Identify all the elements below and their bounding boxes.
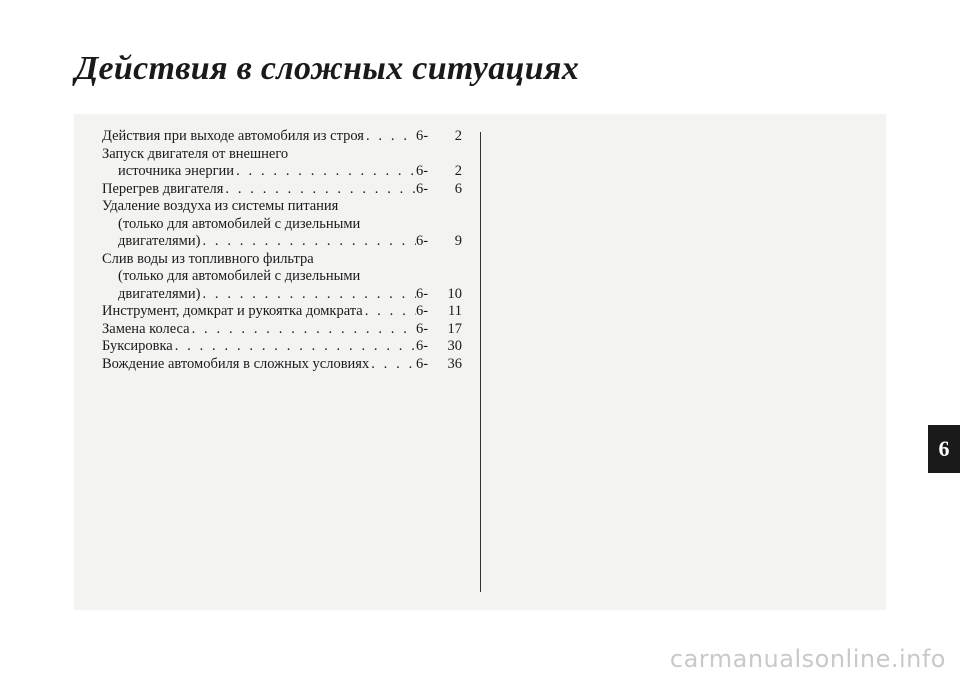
- toc-page-number: 2: [454, 163, 462, 179]
- toc-entry[interactable]: [102, 303, 462, 321]
- toc-entry-line: [102, 198, 462, 216]
- toc-entry-line: [102, 163, 462, 181]
- toc-entry-line: [102, 251, 462, 269]
- toc-entry[interactable]: [102, 321, 462, 339]
- toc-entry[interactable]: [102, 251, 462, 304]
- toc-chapter-prefix: 6-: [416, 128, 429, 144]
- toc-entry-text: Вождение автомобиля в сложных условиях: [102, 355, 370, 372]
- toc-leader-dots: [363, 303, 416, 321]
- toc-leader-dots: [173, 338, 416, 356]
- toc-entry[interactable]: [102, 198, 462, 251]
- toc-entry-line: [102, 181, 462, 199]
- toc-entry-text: Действия при выходе автомобиля из строя: [102, 128, 364, 144]
- toc-page-number: 2: [454, 128, 462, 144]
- toc-entry-line: [102, 321, 462, 339]
- toc-entry[interactable]: [102, 146, 462, 181]
- toc-entry-line: [102, 216, 462, 234]
- toc-entry-line: [102, 146, 462, 164]
- toc-entry-line: [102, 303, 462, 321]
- toc-page-number: 6: [454, 180, 462, 197]
- toc-entry[interactable]: [102, 128, 462, 146]
- toc-page-number: 30: [447, 338, 462, 354]
- toc-page-number: 17: [447, 320, 462, 337]
- toc-entry-text: двигателями): [118, 285, 201, 302]
- table-of-contents: [102, 128, 462, 373]
- toc-leader-dots: [200, 286, 416, 304]
- watermark: carmanualsonline.info: [669, 645, 946, 673]
- toc-page-number: 36: [447, 355, 462, 372]
- toc-entry-line: [102, 268, 462, 286]
- toc-page-number: 9: [454, 233, 462, 249]
- toc-entry-text: двигателями): [118, 233, 201, 249]
- toc-leader-dots: [190, 321, 416, 339]
- toc-entry-text: Удаление воздуха из системы питания: [102, 198, 339, 214]
- toc-leader-dots: [200, 233, 416, 251]
- page-title: Действия в сложных ситуациях: [75, 50, 580, 87]
- toc-entry[interactable]: [102, 181, 462, 199]
- toc-entry-text: Буксировка: [102, 338, 173, 354]
- toc-entry-text: Перегрев двигателя: [102, 180, 224, 197]
- toc-entry-text: (только для автомобилей с дизельными: [118, 268, 361, 284]
- toc-entry-line: [102, 338, 462, 356]
- toc-entry[interactable]: [102, 356, 462, 374]
- toc-entry-text: Инструмент, домкрат и рукоятка домкрата: [102, 303, 363, 319]
- toc-leader-dots: [234, 163, 416, 181]
- toc-entry-line: [102, 356, 462, 374]
- toc-entry-line: [102, 286, 462, 304]
- toc-page-number: 10: [447, 285, 462, 302]
- column-divider: [480, 132, 481, 592]
- toc-leader-dots: [364, 128, 416, 146]
- toc-page-number: 11: [448, 303, 462, 319]
- toc-entry-text: источника энергии: [118, 163, 235, 179]
- toc-entry-text: (только для автомобилей с дизельными: [118, 215, 361, 232]
- toc-leader-dots: [223, 181, 416, 199]
- toc-chapter-prefix: 6-: [416, 355, 429, 372]
- toc-chapter-prefix: 6-: [416, 163, 429, 179]
- toc-chapter-prefix: 6-: [416, 285, 429, 302]
- toc-entry[interactable]: [102, 338, 462, 356]
- toc-chapter-prefix: 6-: [416, 338, 429, 354]
- toc-leader-dots: [369, 356, 416, 374]
- toc-entry-line: [102, 128, 462, 146]
- toc-entry-text: Запуск двигателя от внешнего: [102, 145, 289, 162]
- toc-chapter-prefix: 6-: [416, 233, 429, 249]
- toc-entry-text: Слив воды из топливного фильтра: [102, 250, 314, 267]
- toc-chapter-prefix: 6-: [416, 303, 429, 319]
- toc-chapter-prefix: 6-: [416, 180, 429, 197]
- toc-chapter-prefix: 6-: [416, 320, 429, 337]
- toc-entry-text: Замена колеса: [102, 320, 190, 337]
- toc-entry-line: [102, 233, 462, 251]
- chapter-tab[interactable]: 6: [928, 425, 960, 473]
